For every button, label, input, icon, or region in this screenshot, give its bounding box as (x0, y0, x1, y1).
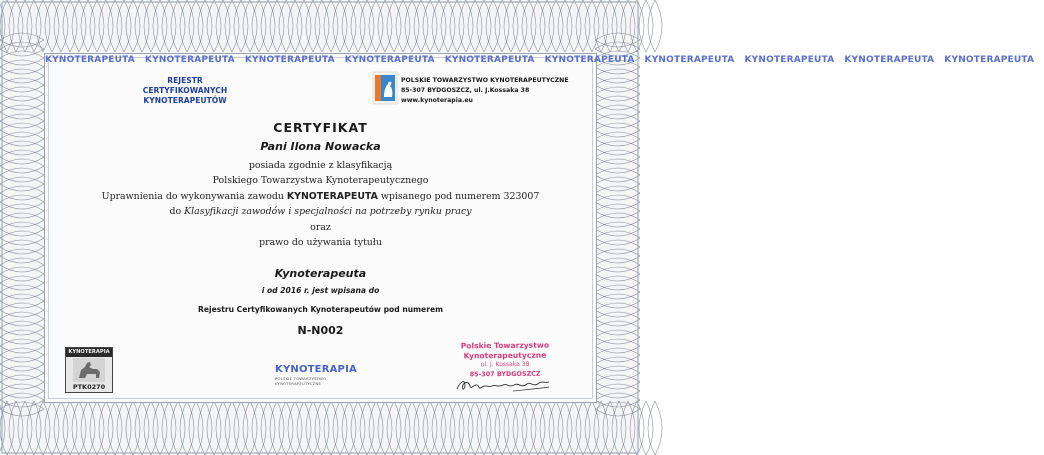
society-website: www.kynoterapia.eu (401, 97, 473, 104)
body-line-5: oraz (310, 221, 331, 233)
body-line-3 (45, 189, 596, 204)
society-logo-icon (373, 72, 397, 104)
registry-label (125, 76, 245, 106)
society-address: 85-307 BYDGOSZCZ, ul. J.Kossaka 38 (401, 87, 530, 94)
body-line-3-pre: Uprawnienia do wykonywania zawodu (101, 190, 287, 202)
dog-icon (73, 358, 105, 382)
hologram-seal (65, 347, 113, 393)
ribbon-text: KYNOTERAPEUTA (244, 55, 335, 65)
stamp-line-4: 85-307 BYDGOSZCZ (469, 369, 541, 378)
ribbon-text: KYNOTERAPEUTA (444, 55, 535, 65)
hologram-title: KYNOTERAPIA (66, 348, 112, 357)
ribbon-text: KYNOTERAPEUTA (844, 55, 935, 65)
registry-number: N-N002 (297, 324, 344, 337)
registry-statement: Rejestru Certyfikowanych Kynoterapeutów pod numerem (197, 305, 444, 314)
classification-name: Klasyfikacji zawodów i specjalności na potrzeby rynku pracy (184, 206, 472, 218)
society-info (401, 76, 601, 106)
society-stamp (445, 340, 565, 379)
body-line-2: Polskiego Towarzystwa Kynoterapeutycznego (212, 175, 429, 187)
stamp-line-2: Kynoterapeutyczne (463, 350, 547, 360)
ribbon-text: KYNOTERAPEUTA (744, 55, 835, 65)
society-name: POLSKIE TOWARZYSTWO KYNOTERAPEUTYCZNE (401, 77, 569, 84)
hologram-code: PTK0270 (72, 383, 106, 391)
registry-line-1: REJESTR (167, 76, 203, 85)
ribbon-text: KYNOTERAPEUTA (944, 55, 1035, 65)
body-line-6: prawo do używania tytułu (259, 237, 382, 249)
stamp-line-3: ul. J. Kossaka 38 (480, 360, 530, 369)
ribbon-text: KYNOTERAPEUTA (144, 55, 235, 65)
registry-since: i od 2016 r. jest wpisana do (261, 286, 380, 295)
recipient-name: Pani Ilona Nowacka (260, 140, 381, 153)
ribbon-text: KYNOTERAPEUTA (644, 55, 735, 65)
ribbon-text: KYNOTERAPEUTA (45, 55, 135, 65)
body-line-4-pre: do (169, 206, 185, 218)
signature-icon (453, 376, 553, 394)
profession-title: Kynoterapeuta (274, 267, 367, 280)
certificate-title: CERTYFIKAT (273, 120, 368, 135)
brand-logo (275, 364, 365, 384)
registry-line-3: KYNOTERAPEUTÓW (143, 96, 227, 105)
stamp-line-1: Polskie Towarzystwo (460, 340, 550, 351)
body-line-1: posiada zgodnie z klasyfikacją (248, 160, 393, 171)
certificate-body (45, 158, 596, 250)
brand-name: KYNOTERAPIA (275, 364, 357, 375)
certificate-panel (44, 53, 1035, 403)
registry-line-2: CERTYFIKOWANYCH (142, 86, 228, 95)
header-ribbon (45, 54, 1035, 66)
body-line-4 (45, 204, 596, 219)
brand-subtitle: POLSKIE TOWARZYSTWO KYNOTERAPEUTYCZNE (275, 376, 327, 386)
body-line-3-post: wpisanego pod numerem 323007 (377, 190, 540, 202)
profession-keyword: KYNOTERAPEUTA (286, 190, 378, 202)
ribbon-text: KYNOTERAPEUTA (544, 55, 635, 65)
ribbon-text: KYNOTERAPEUTA (344, 55, 435, 65)
